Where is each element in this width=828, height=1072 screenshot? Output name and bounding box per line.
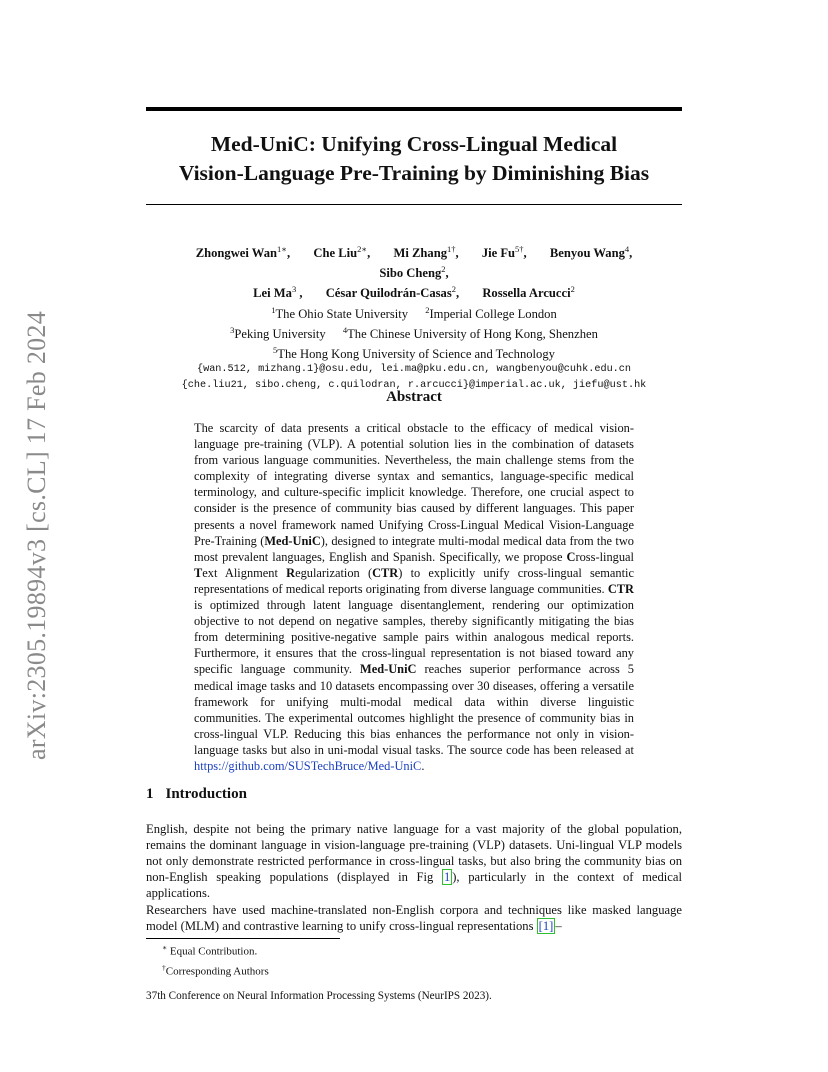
title-line-1: Med-UniC: Unifying Cross-Lingual Medical [210, 132, 618, 156]
intro-paragraph-2: Researchers have used machine-translated non-English corpora and techniques like masked language model (MLM) and contrastive learning to unify cross-lingual representations [1] – [146, 903, 682, 934]
email-line: {che.liu21, sibo.cheng, c.quilodran, r.arcucci}@imperial.ac.uk, jiefu@ust.hk [181, 380, 647, 392]
author: César Quilodrán-Casas$^2$, [325, 284, 460, 301]
author: Zhongwei Wan$^{1∗}$, [195, 244, 291, 261]
venue-note: 37th Conference on Neural Information Processing Systems (NeurIPS 2023). [146, 990, 492, 1002]
abstract-heading: Abstract [386, 389, 442, 405]
abstract-text: The scarcity of data presents a critical obstacle to the efficacy of medical vision-language pre-training (VLP). A potential solution lies in the combination of datasets from various language communities. Nevertheless, the main challenge stems from the complexity of integrating diverse syntax and semantics, language-specific medical terminology, and culture-specific implicit knowledge. Therefore, one crucial aspect to consider is the presence of community bias caused by different languages. This paper presents a novel framework named Unifying Cross-Lingual Medical Vision-Language Pre-Training (Med-UniC), designed to integrate multi-modal medical data from the two most prevalent languages, English and Spanish. Specifically, we propose Cross-lingual Text Alignment Regularization (CTR) to explicitly unify cross-lingual semantic representations of medical reports originating from diverse language communities. CTR is optimized through latent language disentanglement, rendering our optimization objective to not depend on negative samples, thereby significantly mitigating the bias from determining positive-negative sample pairs within analogous medical reports. Furthermore, it ensures that the cross-lingual representation is not biased toward any specific language community. Med-UniC reaches superior performance across 5 medical image tasks and 10 datasets encompassing over 30 diseases, offering a versatile framework for unifying multi-modal medical data within diverse linguistic communities. The experimental outcomes highlight the presence of community bias in cross-lingual VLP. Reducing this bias enhances the performance not only in vision-language tasks but also in uni-modal visual tasks. The source code has been released at https://github.com/SUSTechBruce/Med-UniC. [194, 421, 635, 773]
intro-paragraph-1: English, despite not being the primary native language for a vast majority of the global population, remains the dominant language in vision-language pre-training (VLP) datasets. Uni-lingual VLP models not only demonstrate restricted performance in cross-lingual tasks, but also bring the community bias on non-English speaking populations (displayed in Fig 1 ), particularly in the context of medical applications. [146, 822, 682, 901]
citation-link[interactable]: [1] [538, 919, 554, 934]
title-rule-top [146, 107, 682, 111]
author: Sibo Cheng$^2$, [379, 264, 449, 281]
author-names [146, 241, 682, 302]
affiliation-line: $^5$The Hong Kong University of Science and Technology [273, 344, 555, 362]
footnotes [162, 940, 269, 979]
source-code-link[interactable]: https://github.com/SUSTechBruce/Med-UniC [194, 758, 422, 773]
author: Jie $Fu^{5\dagger}$, [481, 244, 527, 261]
author: Mi Zhang$^{1\dagger}$, [393, 244, 459, 261]
title-line-2: Vision-Language Pre-Training by Diminishing Bias [178, 161, 650, 185]
author: Che Liu$^{2∗}$, [313, 244, 371, 261]
arxiv-stamp: arXiv:2305.19894v3 [cs.CL] 17 Feb 2024 [22, 310, 51, 760]
footnote-rule [146, 938, 340, 939]
paper-title [146, 130, 682, 188]
author: Benyou Wang$^4$, [549, 244, 633, 261]
title-rule-bottom [146, 204, 682, 205]
author-block [146, 241, 682, 394]
affiliation-line: $^1$The Ohio State University $^2$Imperial College London [271, 304, 557, 321]
figure-reference-link[interactable]: 1 [443, 870, 451, 885]
affiliation-line: $^3$Peking University $^4$The Chinese University of Hong Kong, Shenzhen [230, 324, 598, 341]
author: Lei Ma$^3$ , [253, 284, 303, 301]
email-line: {wan.512, mizhang.1}@osu.edu, lei.ma@pku.edu.cn, wangbenyou@cuhk.edu.cn [196, 364, 632, 376]
author: Rossella Arcucci$^2$ [482, 284, 575, 301]
footnote: ∗ Equal Contribution. [162, 943, 258, 958]
section-heading: 1 Introduction [146, 786, 247, 802]
footnote: †Corresponding Authors [162, 962, 269, 978]
